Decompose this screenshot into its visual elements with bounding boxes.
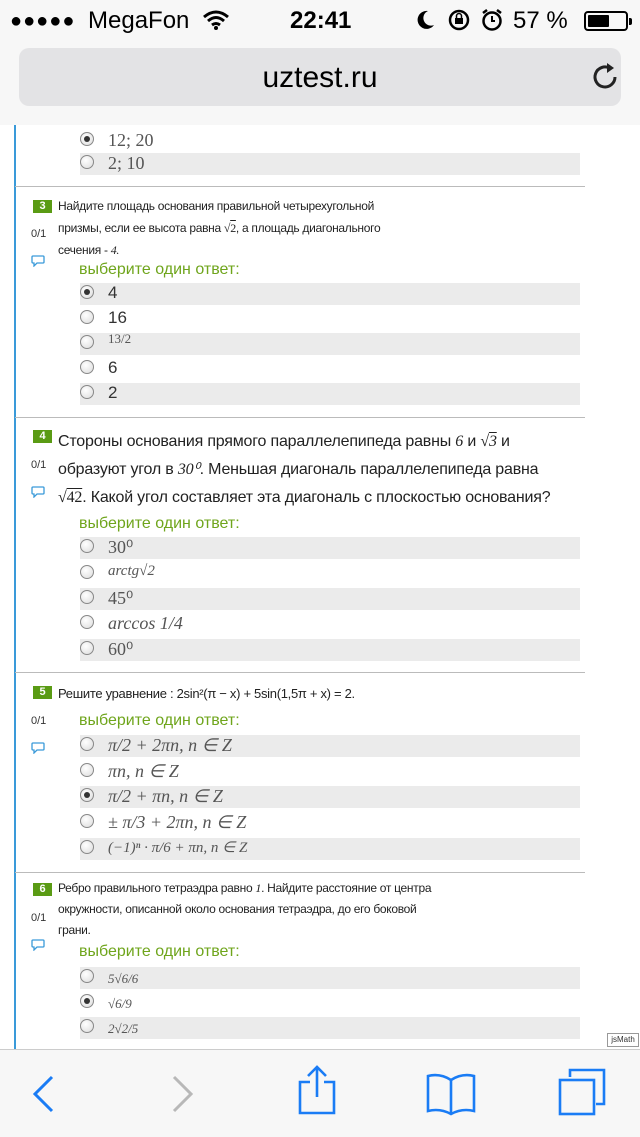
forward-icon[interactable] xyxy=(170,1074,196,1114)
jsmath-badge[interactable]: jsMath xyxy=(607,1033,639,1047)
url-text[interactable]: uztest.ru xyxy=(262,61,378,94)
browser-toolbar xyxy=(0,1049,640,1137)
browser-header xyxy=(0,40,640,125)
q6-comment-icon[interactable] xyxy=(31,939,45,951)
q5-option-4[interactable] xyxy=(80,812,580,834)
q5-option-2[interactable] xyxy=(80,761,580,783)
q6-prompt: выберите один ответ: xyxy=(79,943,240,960)
q4-radio-3[interactable] xyxy=(80,590,94,604)
q4-radio-4[interactable] xyxy=(80,615,94,629)
q3-option-1[interactable] xyxy=(80,283,580,305)
q2-option-1[interactable] xyxy=(80,130,580,152)
bookmarks-icon[interactable] xyxy=(425,1072,477,1116)
q4-option-3[interactable] xyxy=(80,588,580,610)
q3-option-2[interactable] xyxy=(80,308,580,330)
signal-icon: ●●●●● xyxy=(10,10,76,32)
q5-score: 0/1 xyxy=(31,715,47,727)
q3-option-3[interactable] xyxy=(80,333,580,355)
page-content xyxy=(0,125,640,1049)
q2-option-2-value: 2; 10 xyxy=(108,153,145,173)
clock: 22:41 xyxy=(290,7,352,34)
q4-prompt: выберите один ответ: xyxy=(79,515,240,532)
q4-option-1-value: 30⁰ xyxy=(108,537,134,557)
q6-radio-2[interactable] xyxy=(80,994,94,1008)
q4-radio-1[interactable] xyxy=(80,539,94,553)
q3-number: 3 xyxy=(33,200,52,213)
q3-option-4-value: 6 xyxy=(108,358,118,377)
q4-score: 0/1 xyxy=(31,459,47,471)
q6-option-1-value: 5√6/6 xyxy=(108,971,139,986)
tabs-icon[interactable] xyxy=(556,1067,608,1119)
q5-option-5-value: (−1)ⁿ · π/6 + πn, n ∈ Z xyxy=(108,840,248,856)
divider xyxy=(15,872,585,873)
q5-option-5[interactable] xyxy=(80,838,580,860)
q3-option-5[interactable] xyxy=(80,383,580,405)
q4-option-3-value: 45⁰ xyxy=(108,588,134,608)
q2-option-1-value: 12; 20 xyxy=(108,130,154,150)
q2-option-2[interactable] xyxy=(80,153,580,175)
q4-option-2-value: arctg√2 xyxy=(108,563,155,579)
q3-radio-5[interactable] xyxy=(80,385,94,399)
q3-prompt: выберите один ответ: xyxy=(79,261,240,278)
q3-option-1-value: 4 xyxy=(108,283,118,302)
q5-option-1[interactable] xyxy=(80,735,580,757)
q5-radio-2[interactable] xyxy=(80,763,94,777)
divider xyxy=(15,186,585,187)
q3-option-3-value: 13/2 xyxy=(108,331,132,346)
q6-option-3[interactable] xyxy=(80,1017,580,1039)
q4-option-4-value: arccos 1/4 xyxy=(108,613,183,633)
q4-option-2[interactable] xyxy=(80,563,580,585)
q5-option-2-value: πn, n ∈ Z xyxy=(108,761,179,781)
q6-option-2-value: √6/9 xyxy=(108,996,132,1011)
q5-radio-1[interactable] xyxy=(80,737,94,751)
q6-option-1[interactable] xyxy=(80,967,580,989)
q3-comment-icon[interactable] xyxy=(31,255,45,267)
q6-radio-3[interactable] xyxy=(80,1019,94,1033)
carrier-label: MegaFon xyxy=(88,7,190,34)
divider xyxy=(15,672,585,673)
q4-radio-2[interactable] xyxy=(80,565,94,579)
q5-prompt: выберите один ответ: xyxy=(79,712,240,729)
left-rule xyxy=(14,125,16,1049)
q3-score: 0/1 xyxy=(31,228,47,240)
divider xyxy=(15,417,585,418)
q4-option-1[interactable] xyxy=(80,537,580,559)
q6-number: 6 xyxy=(33,883,52,896)
q3-option-2-value: 16 xyxy=(108,308,127,327)
q5-radio-3[interactable] xyxy=(80,788,94,802)
q3-text: Найдите площадь основания правильной четырехугольной призмы, если ее высота равна √2, а площадь диагонального сечения - 4. xyxy=(58,199,381,257)
q4-radio-5[interactable] xyxy=(80,641,94,655)
battery-percent: 57 % xyxy=(513,7,568,34)
q2-radio-1[interactable] xyxy=(80,132,94,146)
q5-option-4-value: ± π/3 + 2πn, n ∈ Z xyxy=(108,812,247,832)
q3-radio-2[interactable] xyxy=(80,310,94,324)
q4-option-5-value: 60⁰ xyxy=(108,639,134,659)
q5-radio-4[interactable] xyxy=(80,814,94,828)
q4-text: Стороны основания прямого параллелепипеда равны 6 и √3 и образуют угол в 30⁰. Меньшая диагональ параллелепипеда равна √42. Какой угол составляет эта диагональ с плоскостью основания? xyxy=(58,433,551,506)
rotation-lock-icon xyxy=(447,9,471,31)
q4-option-4[interactable] xyxy=(80,613,580,635)
moon-icon xyxy=(414,9,436,31)
q5-text: Решите уравнение : 2sin²(π − x) + 5sin(1,5π + x) = 2. xyxy=(58,686,355,701)
q3-radio-1[interactable] xyxy=(80,285,94,299)
q3-option-5-value: 2 xyxy=(108,383,118,402)
q6-radio-1[interactable] xyxy=(80,969,94,983)
q4-option-5[interactable] xyxy=(80,639,580,661)
q6-text: Ребро правильного тетраэдра равно 1. Найдите расстояние от центра окружности, описанной около основания тетраэдра, до его боковой грани. xyxy=(58,881,432,937)
q5-comment-icon[interactable] xyxy=(31,742,45,754)
battery-icon xyxy=(584,11,628,31)
share-icon[interactable] xyxy=(297,1064,337,1116)
q5-option-3[interactable] xyxy=(80,786,580,808)
status-bar xyxy=(0,0,640,40)
address-bar[interactable] xyxy=(19,48,621,106)
alarm-icon xyxy=(480,8,504,32)
q4-comment-icon[interactable] xyxy=(31,486,45,498)
q6-score: 0/1 xyxy=(31,912,47,924)
q5-number: 5 xyxy=(33,686,52,699)
back-icon[interactable] xyxy=(30,1074,56,1114)
q3-radio-4[interactable] xyxy=(80,360,94,374)
q5-option-3-value: π/2 + πn, n ∈ Z xyxy=(108,786,223,806)
reload-icon[interactable] xyxy=(591,62,621,92)
q4-number: 4 xyxy=(33,430,52,443)
wifi-icon xyxy=(203,10,229,30)
q5-radio-5[interactable] xyxy=(80,840,94,854)
q2-radio-2[interactable] xyxy=(80,155,94,169)
q3-radio-3[interactable] xyxy=(80,335,94,349)
q3-option-4[interactable] xyxy=(80,358,580,380)
q6-option-3-value: 2√2/5 xyxy=(108,1021,139,1036)
q5-option-1-value: π/2 + 2πn, n ∈ Z xyxy=(108,735,232,755)
q6-option-2[interactable] xyxy=(80,992,580,1014)
